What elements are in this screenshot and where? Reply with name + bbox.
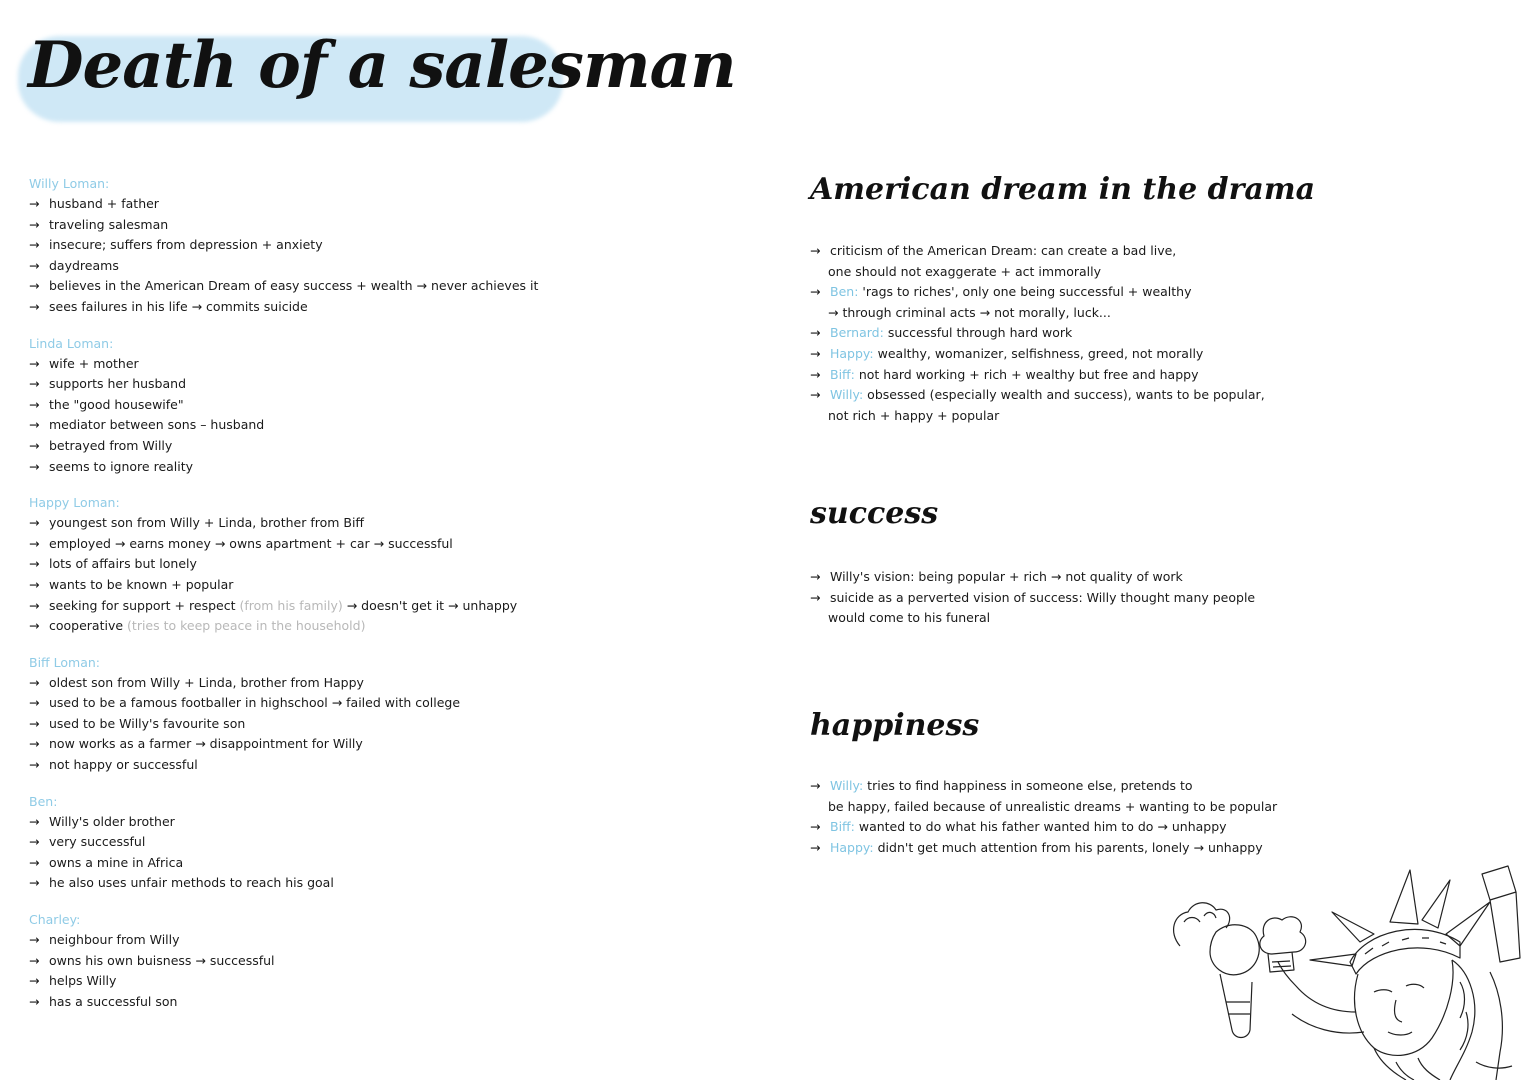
item-text: tries to find happiness in someone else, pretends to xyxy=(863,778,1193,793)
list-item xyxy=(810,817,1330,838)
list-item xyxy=(29,194,589,215)
item-text: employed → earns money → owns apartment + car → successful xyxy=(49,535,453,551)
list-item xyxy=(29,673,589,694)
arrow-icon: → xyxy=(810,589,821,605)
arrow-icon: → xyxy=(29,257,40,273)
item-text: daydreams xyxy=(49,257,119,273)
arrow-icon: → xyxy=(810,819,821,835)
arrow-icon: → xyxy=(29,417,40,433)
item-text: youngest son from Willy + Linda, brother from Biff xyxy=(49,515,365,531)
arrow-icon: → xyxy=(810,839,821,855)
item-label: Biff: xyxy=(830,366,855,382)
arrow-icon: → xyxy=(29,597,40,613)
arrow-icon: → xyxy=(29,993,40,1009)
item-text: believes in the American Dream of easy success + wealth → never achieves it xyxy=(49,278,539,294)
american-dream-lines xyxy=(810,241,1330,426)
list-item xyxy=(29,693,589,714)
item-text: betrayed from Willy xyxy=(49,437,173,453)
item-text: wife + mother xyxy=(49,355,139,371)
happiness-lines xyxy=(810,776,1330,858)
item-note: (from his family) xyxy=(239,597,343,613)
item-label: Happy: xyxy=(830,839,874,855)
arrow-icon: → xyxy=(29,854,40,870)
character-name: Ben: xyxy=(29,793,58,809)
item-label: Bernard: xyxy=(830,325,884,341)
success-section xyxy=(810,496,1330,629)
arrow-icon: → xyxy=(810,778,821,793)
list-item xyxy=(29,812,589,833)
item-text: owns a mine in Africa xyxy=(49,854,184,870)
item-text: would come to his funeral xyxy=(828,610,991,626)
american-dream-section xyxy=(810,172,1330,426)
success-heading: success xyxy=(810,496,939,531)
character-section xyxy=(29,910,589,1012)
title-banner xyxy=(18,28,736,128)
list-item xyxy=(29,755,589,776)
item-text: suicide as a perverted vision of success: Willy thought many people xyxy=(830,589,1256,605)
arrow-icon: → xyxy=(29,834,40,850)
item-text: be happy, failed because of unrealistic dreams + wanting to be popular xyxy=(828,798,1278,814)
list-item xyxy=(29,235,589,256)
list-item xyxy=(29,971,589,992)
arrow-icon: → xyxy=(29,376,40,392)
item-text: wants to be known + popular xyxy=(49,576,234,592)
list-item xyxy=(29,992,589,1013)
item-text: cooperative xyxy=(49,618,124,634)
list-item xyxy=(29,276,589,297)
item-text: very successful xyxy=(49,834,146,850)
list-item xyxy=(810,241,1330,262)
list-item xyxy=(29,832,589,853)
list-item xyxy=(810,797,1330,818)
arrow-icon: → xyxy=(810,345,821,361)
item-text: he also uses unfair methods to reach his goal xyxy=(49,875,334,891)
arrow-icon: → xyxy=(29,237,40,253)
list-item xyxy=(29,575,589,596)
arrow-icon: → xyxy=(810,569,821,584)
item-text: wealthy, womanizer, selfishness, greed, not morally xyxy=(873,345,1204,361)
success-lines xyxy=(810,567,1330,629)
item-text: has a successful son xyxy=(49,993,178,1009)
list-item xyxy=(29,734,589,755)
item-text: sees failures in his life → commits suicide xyxy=(49,298,308,314)
arrow-icon: → xyxy=(29,355,40,371)
list-item xyxy=(29,374,589,395)
item-text: lots of affairs but lonely xyxy=(49,556,197,572)
list-item xyxy=(29,256,589,277)
arrow-icon: → xyxy=(29,715,40,731)
item-text: insecure; suffers from depression + anxiety xyxy=(49,237,323,253)
character-list xyxy=(29,174,589,1028)
arrow-icon: → xyxy=(29,932,40,948)
item-text: used to be a famous footballer in highschool → failed with college xyxy=(49,695,461,711)
item-text: obsessed (especially wealth and success), wants to be popular, xyxy=(863,387,1265,403)
character-name: Willy Loman: xyxy=(29,176,110,191)
happiness-heading: happiness xyxy=(810,708,980,743)
list-item xyxy=(810,385,1330,406)
list-item xyxy=(29,534,589,555)
item-text: supports her husband xyxy=(49,376,187,392)
arrow-icon: → xyxy=(29,556,40,572)
statue-of-liberty-icon xyxy=(1160,862,1527,1080)
list-item xyxy=(810,365,1330,386)
item-text: oldest son from Willy + Linda, brother from Happy xyxy=(49,674,364,690)
item-label: Ben: xyxy=(830,284,859,300)
arrow-icon: → xyxy=(29,535,40,551)
page-title: Death of a salesman xyxy=(28,28,736,103)
character-section xyxy=(29,334,589,478)
item-text: seeking for support + respect xyxy=(49,597,236,613)
list-item xyxy=(29,457,589,478)
arrow-icon: → xyxy=(29,458,40,474)
item-label: Happy: xyxy=(830,345,874,361)
character-name: Charley: xyxy=(29,912,81,928)
list-item xyxy=(29,215,589,236)
item-text: mediator between sons – husband xyxy=(49,417,265,433)
arrow-icon: → xyxy=(29,736,40,752)
happiness-section xyxy=(810,708,1330,858)
list-item xyxy=(810,608,1330,629)
list-item xyxy=(810,303,1330,324)
american-dream-heading: American dream in the drama xyxy=(810,172,1316,207)
list-item xyxy=(810,282,1330,303)
list-item xyxy=(810,588,1330,609)
item-text: criticism of the American Dream: can create a bad live, xyxy=(830,243,1177,258)
list-item xyxy=(29,616,589,637)
list-item xyxy=(29,930,589,951)
item-text: seems to ignore reality xyxy=(49,458,194,474)
list-item xyxy=(29,395,589,416)
list-item xyxy=(29,436,589,457)
arrow-icon: → xyxy=(810,243,821,258)
item-text: one should not exaggerate + act immorally xyxy=(828,263,1101,279)
character-section xyxy=(29,174,589,318)
item-text: used to be Willy's favourite son xyxy=(49,715,246,731)
character-section xyxy=(29,493,589,637)
list-item xyxy=(29,415,589,436)
item-text: → through criminal acts → not morally, luck... xyxy=(828,304,1111,320)
character-name: Linda Loman: xyxy=(29,335,114,351)
arrow-icon: → xyxy=(29,515,40,531)
list-item xyxy=(29,714,589,735)
item-text: Willy's older brother xyxy=(49,813,175,829)
item-label: Biff: xyxy=(830,819,855,835)
item-text: the "good housewife" xyxy=(49,396,184,412)
arrow-icon: → xyxy=(29,576,40,592)
list-item xyxy=(29,297,589,318)
item-text: not happy or successful xyxy=(49,757,198,773)
item-text: not hard working + rich + wealthy but free and happy xyxy=(854,366,1199,382)
item-text: 'rags to riches', only one being successful + wealthy xyxy=(858,284,1192,300)
item-label: Willy: xyxy=(830,387,864,403)
list-item xyxy=(810,838,1330,859)
character-section xyxy=(29,653,589,776)
arrow-icon: → xyxy=(29,196,40,211)
item-text: now works as a farmer → disappointment for Willy xyxy=(49,736,363,752)
list-item xyxy=(29,513,589,534)
item-text: wanted to do what his father wanted him to do → unhappy xyxy=(854,819,1227,835)
arrow-icon: → xyxy=(810,325,821,341)
arrow-icon: → xyxy=(29,952,40,968)
item-label: Willy: xyxy=(830,778,864,793)
arrow-icon: → xyxy=(29,437,40,453)
list-item xyxy=(29,354,589,375)
item-text: helps Willy xyxy=(49,973,117,989)
list-item xyxy=(29,853,589,874)
item-text: didn't get much attention from his parents, lonely → unhappy xyxy=(873,839,1263,855)
arrow-icon: → xyxy=(810,284,821,300)
arrow-icon: → xyxy=(29,618,40,634)
arrow-icon: → xyxy=(29,757,40,773)
item-text: owns his own buisness → successful xyxy=(49,952,275,968)
arrow-icon: → xyxy=(29,674,40,690)
list-item xyxy=(29,554,589,575)
item-text: successful through hard work xyxy=(883,325,1073,341)
item-text: neighbour from Willy xyxy=(49,932,180,948)
arrow-icon: → xyxy=(29,278,40,294)
item-note: (tries to keep peace in the household) xyxy=(127,618,366,634)
character-section xyxy=(29,792,589,894)
arrow-icon: → xyxy=(810,387,821,403)
character-name: Biff Loman: xyxy=(29,654,100,670)
item-text: not rich + happy + popular xyxy=(828,407,1000,423)
list-item xyxy=(810,406,1330,427)
item-text: husband + father xyxy=(49,196,159,211)
list-item xyxy=(810,776,1330,797)
list-item xyxy=(810,567,1330,588)
list-item xyxy=(29,873,589,894)
list-item xyxy=(29,596,589,617)
arrow-icon: → xyxy=(810,366,821,382)
arrow-icon: → xyxy=(29,695,40,711)
arrow-icon: → xyxy=(29,216,40,232)
list-item xyxy=(29,951,589,972)
list-item xyxy=(810,344,1330,365)
arrow-icon: → xyxy=(29,298,40,314)
arrow-icon: → xyxy=(29,396,40,412)
item-text: traveling salesman xyxy=(49,216,169,232)
arrow-icon: → xyxy=(29,813,40,829)
list-item xyxy=(810,323,1330,344)
arrow-icon: → xyxy=(29,973,40,989)
list-item xyxy=(810,262,1330,283)
arrow-icon: → xyxy=(29,875,40,891)
character-name: Happy Loman: xyxy=(29,495,120,511)
item-text: Willy's vision: being popular + rich → not quality of work xyxy=(830,569,1183,584)
item-text-after: → doesn't get it → unhappy xyxy=(342,597,518,613)
